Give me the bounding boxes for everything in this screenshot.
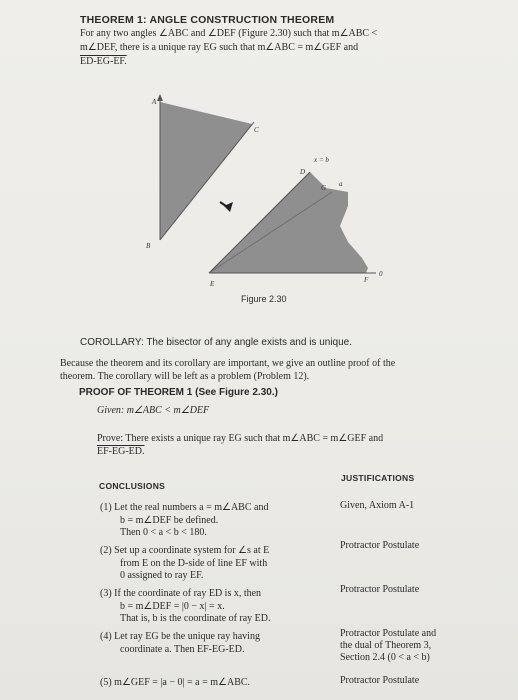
step-3-line-3: That is, b is the coordinate of ray ED. [120,613,271,624]
step-3-line-2: b = m∠DEF = |0 − x| = x. [120,600,225,612]
proof-title: PROOF OF THEOREM 1 (See Figure 2.30.) [79,387,278,398]
label-b: B [146,242,151,250]
ray-ba-arrow-icon [157,94,163,101]
step-4-line-2: coordinate a. Then EF-EG-ED. [120,643,245,655]
intro-line-2: theorem. The corollary will be left as a problem (Problem 12). [60,371,310,382]
label-g: G [321,184,327,192]
step-1-justification [340,500,510,512]
theorem-statement [80,27,460,69]
intro-paragraph [60,357,500,383]
step-2-line-2: from E on the D-side of line EF with [120,557,268,569]
step-3-justification [340,584,510,596]
theorem-title: THEOREM 1: ANGLE CONSTRUCTION THEOREM [80,14,335,26]
step-2-line-1: (2) Set up a coordinate system for ∠s at E [100,545,270,556]
step-1-conclusion [100,502,340,540]
angle-def-region [209,172,368,273]
step-2-conclusion [100,545,340,583]
step-4-line-1: (4) Let ray EG be the unique ray having [100,631,260,642]
conclusions-header: CONCLUSIONS [99,481,166,491]
theorem-line-2: m∠DEF, there is a unique ray EG such that m∠ABC = m∠GEF and [80,42,359,53]
justifications-header: JUSTIFICATIONS [341,473,415,483]
step-5-line-1: (5) m∠GEF = |a − 0| = a = m∠ABC. [100,677,251,688]
corollary: COROLLARY: The bisector of any angle exists and is unique. [80,337,353,348]
label-a-coordinate: a [339,180,343,188]
step-5-justification [340,675,510,687]
step-1-line-1: (1) Let the real numbers a = m∠ABC and [100,502,269,513]
step-3-just-1: Protractor Postulate [340,584,420,595]
figure-2-30 [130,90,390,290]
step-4-justification [340,628,510,664]
step-1-line-3: Then 0 < a < b < 180. [120,527,207,538]
theorem-line-3: ED-EG-EF. [80,56,127,67]
step-5-conclusion [100,677,340,690]
step-3-line-1: (3) If the coordinate of ray ED is x, then [100,588,262,599]
step-3-conclusion [100,588,340,626]
label-c: C [254,126,259,134]
figure-caption: Figure 2.30 [241,294,287,304]
label-zero: 0 [379,270,383,278]
theorem-line-1: For any two angles ∠ABC and ∠DEF (Figure 2.30) such that m∠ABC < [80,28,378,39]
step-4-conclusion [100,631,340,656]
step-4-just-2: the dual of Theorem 3, [340,640,432,651]
step-2-line-3: 0 assigned to ray EF. [120,570,204,581]
label-e: E [210,280,215,288]
angle-abc-region [160,102,252,240]
label-f: F [364,276,369,284]
proof-given: Given: m∠ABC < m∠DEF [97,405,210,416]
proof-prove [97,432,497,458]
label-x-eq-b: x = b [314,156,329,164]
label-a: A [152,98,157,106]
step-5-just-1: Protractor Postulate [340,675,420,686]
step-4-just-3: Section 2.4 (0 < a < b) [340,652,430,663]
step-4-just-1: Protractor Postulate and [340,628,437,639]
step-2-just-1: Protractor Postulate [340,540,420,551]
label-d: D [300,168,306,176]
prove-line-1: Prove: There exists a unique ray EG such that m∠ABC = m∠GEF and [97,433,384,444]
step-1-line-2: b = m∠DEF be defined. [120,514,219,526]
prove-line-2: EF-EG-ED. [97,446,145,457]
step-1-just-1: Given, Axiom A-1 [340,500,415,511]
intro-line-1: Because the theorem and its corollary are important, we give an outline proof of the [60,358,396,369]
step-2-justification [340,540,510,552]
